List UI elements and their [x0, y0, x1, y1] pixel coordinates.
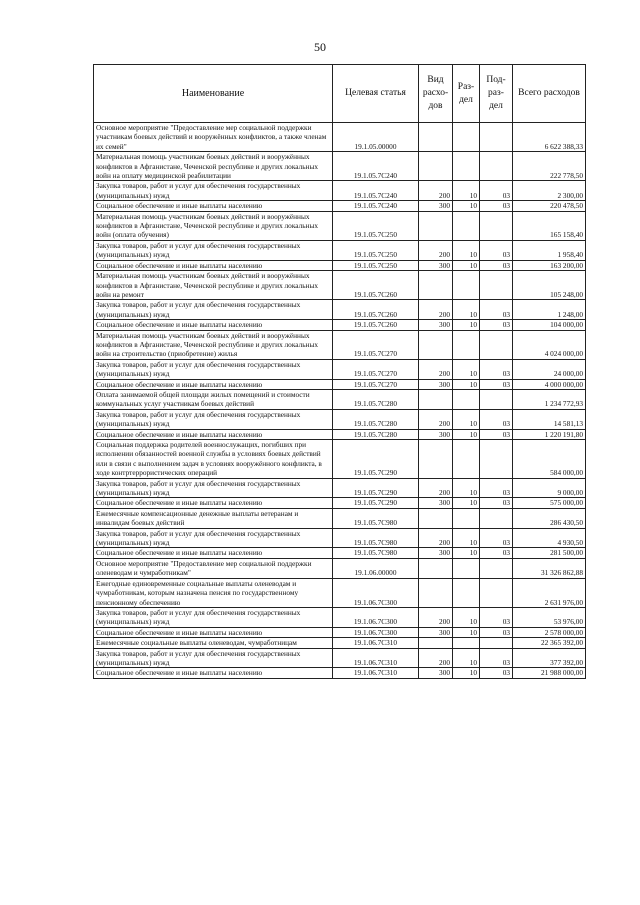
row-podrazdel: [480, 578, 513, 607]
row-podrazdel: 03: [480, 548, 513, 558]
row-article: 19.1.06.7С300: [333, 627, 419, 637]
table-row: [94, 260, 586, 270]
row-name: Социальное обеспечение и иные выплаты населению: [94, 627, 333, 637]
row-podrazdel: [480, 389, 513, 409]
row-article: 19.1.05.7С240: [333, 201, 419, 211]
row-article: 19.1.05.7С280: [333, 429, 419, 439]
row-vid: [419, 508, 453, 528]
row-razdel: 10: [453, 548, 480, 558]
row-name: Основное мероприятие "Предоставление мер социальной поддержки участникам боевых действий и вооружённых конфликтов, а также членам их семей": [94, 123, 333, 152]
row-amount: 1 248,00: [513, 300, 586, 320]
header-total: Всего расходов: [513, 65, 586, 123]
row-article: 19.1.05.7С280: [333, 409, 419, 429]
row-razdel: [453, 152, 480, 181]
row-vid: [419, 558, 453, 578]
table-row: [94, 508, 586, 528]
row-razdel: 10: [453, 409, 480, 429]
row-vid: [419, 578, 453, 607]
table-row: [94, 389, 586, 409]
row-vid: 200: [419, 409, 453, 429]
row-razdel: 10: [453, 181, 480, 201]
row-vid: 200: [419, 181, 453, 201]
row-amount: 4 024 000,00: [513, 330, 586, 359]
table-row: [94, 648, 586, 668]
row-amount: 286 430,50: [513, 508, 586, 528]
row-razdel: 10: [453, 498, 480, 508]
table-row: [94, 300, 586, 320]
row-name: Закупка товаров, работ и услуг для обеспечения государственных (муниципальных) нужд: [94, 528, 333, 548]
row-amount: 222 778,50: [513, 152, 586, 181]
row-razdel: 10: [453, 320, 480, 330]
row-podrazdel: 03: [480, 648, 513, 668]
row-razdel: [453, 638, 480, 648]
row-article: 19.1.05.7С270: [333, 330, 419, 359]
row-podrazdel: [480, 330, 513, 359]
row-podrazdel: [480, 508, 513, 528]
row-vid: [419, 211, 453, 240]
row-amount: 14 581,13: [513, 409, 586, 429]
row-razdel: 10: [453, 379, 480, 389]
row-podrazdel: 03: [480, 429, 513, 439]
table-header-row: [94, 65, 586, 123]
row-name: Социальное обеспечение и иные выплаты населению: [94, 548, 333, 558]
row-article: 19.1.05.00000: [333, 123, 419, 152]
row-podrazdel: 03: [480, 300, 513, 320]
row-podrazdel: 03: [480, 668, 513, 678]
row-article: 19.1.05.7С260: [333, 300, 419, 320]
header-name: Наименование: [94, 65, 333, 123]
table-row: [94, 528, 586, 548]
row-vid: 200: [419, 528, 453, 548]
row-amount: 584 000,00: [513, 440, 586, 479]
row-article: 19.1.05.7С240: [333, 152, 419, 181]
row-article: 19.1.05.7С260: [333, 271, 419, 300]
row-razdel: [453, 389, 480, 409]
row-name: Закупка товаров, работ и услуг для обеспечения государственных (муниципальных) нужд: [94, 648, 333, 668]
row-article: 19.1.06.7С310: [333, 648, 419, 668]
row-vid: 300: [419, 627, 453, 637]
table-row: [94, 638, 586, 648]
row-article: 19.1.05.7С250: [333, 260, 419, 270]
row-name: Материальная помощь участникам боевых действий и вооружённых конфликтов в Афганистане, Чеченской республике и других локальных войн (оплата обучения): [94, 211, 333, 240]
row-name: Закупка товаров, работ и услуг для обеспечения государственных (муниципальных) нужд: [94, 181, 333, 201]
row-article: 19.1.05.7С260: [333, 320, 419, 330]
row-name: Материальная помощь участникам боевых действий и вооружённых конфликтов в Афганистане, Чеченской республике и других локальных войн на ремонт: [94, 271, 333, 300]
table-row: [94, 440, 586, 479]
row-podrazdel: 03: [480, 320, 513, 330]
row-name: Закупка товаров, работ и услуг для обеспечения государственных (муниципальных) нужд: [94, 409, 333, 429]
row-vid: 300: [419, 498, 453, 508]
row-podrazdel: [480, 271, 513, 300]
row-razdel: 10: [453, 648, 480, 668]
row-amount: 31 326 862,88: [513, 558, 586, 578]
row-amount: 9 000,00: [513, 478, 586, 498]
row-name: Социальное обеспечение и иные выплаты населению: [94, 260, 333, 270]
row-vid: 200: [419, 648, 453, 668]
row-vid: 200: [419, 240, 453, 260]
row-vid: 300: [419, 379, 453, 389]
row-amount: 2 578 000,00: [513, 627, 586, 637]
header-vid: Вид расхо-дов: [419, 65, 453, 123]
row-podrazdel: 03: [480, 607, 513, 627]
row-vid: 200: [419, 607, 453, 627]
row-vid: 300: [419, 548, 453, 558]
header-article: Целевая статья: [333, 65, 419, 123]
row-amount: 220 478,50: [513, 201, 586, 211]
table-row: [94, 627, 586, 637]
row-podrazdel: 03: [480, 379, 513, 389]
row-razdel: 10: [453, 668, 480, 678]
row-razdel: [453, 330, 480, 359]
row-article: 19.1.05.7С270: [333, 359, 419, 379]
row-razdel: 10: [453, 478, 480, 498]
row-vid: 200: [419, 300, 453, 320]
row-name: Ежемесячные компенсационные денежные выплаты ветеранам и инвалидам боевых действий: [94, 508, 333, 528]
row-razdel: 10: [453, 201, 480, 211]
row-name: Закупка товаров, работ и услуг для обеспечения государственных (муниципальных) нужд: [94, 300, 333, 320]
row-amount: 575 000,00: [513, 498, 586, 508]
row-amount: 22 365 392,00: [513, 638, 586, 648]
row-amount: 4 930,50: [513, 528, 586, 548]
row-name: Социальная поддержка родителей военнослужащих, погибших при исполнении обязанностей военной службы в условиях боевых действий или в связи с выполнением задач в условиях вооружённого конфликта, в ходе контртеррористических операций: [94, 440, 333, 479]
row-razdel: 10: [453, 240, 480, 260]
table-row: [94, 123, 586, 152]
row-article: 19.1.05.7С980: [333, 508, 419, 528]
row-podrazdel: 03: [480, 478, 513, 498]
table-row: [94, 152, 586, 181]
row-amount: 1 958,40: [513, 240, 586, 260]
table-row: [94, 478, 586, 498]
row-name: Закупка товаров, работ и услуг для обеспечения государственных (муниципальных) нужд: [94, 607, 333, 627]
row-amount: 21 988 000,00: [513, 668, 586, 678]
row-amount: 105 248,00: [513, 271, 586, 300]
row-podrazdel: [480, 558, 513, 578]
row-vid: 200: [419, 478, 453, 498]
row-amount: 53 976,00: [513, 607, 586, 627]
row-podrazdel: 03: [480, 181, 513, 201]
row-name: Закупка товаров, работ и услуг для обеспечения государственных (муниципальных) нужд: [94, 359, 333, 379]
row-podrazdel: 03: [480, 528, 513, 548]
row-article: 19.1.05.7С290: [333, 440, 419, 479]
row-podrazdel: 03: [480, 359, 513, 379]
row-amount: 377 392,00: [513, 648, 586, 668]
row-name: Ежемесячные социальные выплаты оленеводам, чумработницам: [94, 638, 333, 648]
row-razdel: 10: [453, 359, 480, 379]
row-razdel: [453, 211, 480, 240]
row-article: 19.1.05.7С280: [333, 389, 419, 409]
row-podrazdel: [480, 152, 513, 181]
row-podrazdel: [480, 123, 513, 152]
row-article: 19.1.06.00000: [333, 558, 419, 578]
budget-table: [93, 64, 586, 679]
row-podrazdel: 03: [480, 260, 513, 270]
row-amount: 165 158,40: [513, 211, 586, 240]
table-row: [94, 558, 586, 578]
row-razdel: 10: [453, 300, 480, 320]
table-row: [94, 548, 586, 558]
row-name: Ежегодные единовременные социальные выплаты оленеводам и чумработникам, которым назначена пенсия по государственному пенсионному обеспечению: [94, 578, 333, 607]
table-row: [94, 181, 586, 201]
row-article: 19.1.05.7С980: [333, 548, 419, 558]
row-article: 19.1.06.7С310: [333, 638, 419, 648]
row-vid: 300: [419, 201, 453, 211]
row-name: Социальное обеспечение и иные выплаты населению: [94, 498, 333, 508]
table-row: [94, 668, 586, 678]
row-amount: 163 200,00: [513, 260, 586, 270]
row-article: 19.1.05.7С290: [333, 478, 419, 498]
row-vid: [419, 638, 453, 648]
row-amount: 104 000,00: [513, 320, 586, 330]
table-row: [94, 320, 586, 330]
table-row: [94, 359, 586, 379]
table-row: [94, 240, 586, 260]
row-name: Основное мероприятие "Предоставление мер социальной поддержки оленеводам и чумработникам": [94, 558, 333, 578]
row-name: Социальное обеспечение и иные выплаты населению: [94, 429, 333, 439]
row-amount: 6 622 388,33: [513, 123, 586, 152]
row-razdel: [453, 271, 480, 300]
row-article: 19.1.05.7С250: [333, 240, 419, 260]
table-row: [94, 429, 586, 439]
row-vid: [419, 440, 453, 479]
row-podrazdel: [480, 440, 513, 479]
row-name: Закупка товаров, работ и услуг для обеспечения государственных (муниципальных) нужд: [94, 240, 333, 260]
table-body: [94, 123, 586, 679]
row-amount: 24 000,00: [513, 359, 586, 379]
row-razdel: [453, 508, 480, 528]
row-podrazdel: 03: [480, 409, 513, 429]
row-amount: 4 000 000,00: [513, 379, 586, 389]
row-vid: [419, 271, 453, 300]
row-name: Оплата занимаемой общей площади жилых помещений и стоимости коммунальных услуг участникам боевых действий: [94, 389, 333, 409]
row-vid: 200: [419, 359, 453, 379]
table-row: [94, 578, 586, 607]
row-podrazdel: 03: [480, 498, 513, 508]
row-article: 19.1.06.7С300: [333, 578, 419, 607]
row-article: 19.1.05.7С240: [333, 181, 419, 201]
row-article: 19.1.05.7С980: [333, 528, 419, 548]
row-podrazdel: [480, 211, 513, 240]
row-vid: 300: [419, 260, 453, 270]
row-amount: 281 500,00: [513, 548, 586, 558]
row-article: 19.1.05.7С250: [333, 211, 419, 240]
table-row: [94, 211, 586, 240]
row-article: 19.1.06.7С300: [333, 607, 419, 627]
row-article: 19.1.05.7С290: [333, 498, 419, 508]
table-row: [94, 498, 586, 508]
row-vid: [419, 123, 453, 152]
row-razdel: 10: [453, 607, 480, 627]
row-name: Материальная помощь участникам боевых действий и вооружённых конфликтов в Афганистане, Чеченской республике и других локальных войн на строительство (приобретение) жилья: [94, 330, 333, 359]
row-name: Социальное обеспечение и иные выплаты населению: [94, 668, 333, 678]
row-amount: 1 220 191,80: [513, 429, 586, 439]
row-podrazdel: 03: [480, 240, 513, 260]
row-name: Закупка товаров, работ и услуг для обеспечения государственных (муниципальных) нужд: [94, 478, 333, 498]
row-vid: [419, 389, 453, 409]
row-vid: 300: [419, 429, 453, 439]
row-article: 19.1.05.7С270: [333, 379, 419, 389]
row-article: 19.1.06.7С310: [333, 668, 419, 678]
row-vid: [419, 152, 453, 181]
row-name: Социальное обеспечение и иные выплаты населению: [94, 379, 333, 389]
header-razdel: Раз-дел: [453, 65, 480, 123]
row-razdel: [453, 558, 480, 578]
header-podrazdel: Под-раз-дел: [480, 65, 513, 123]
page-number: 50: [314, 40, 326, 54]
row-amount: 2 300,00: [513, 181, 586, 201]
table-row: [94, 271, 586, 300]
row-razdel: [453, 578, 480, 607]
table-row: [94, 201, 586, 211]
row-podrazdel: [480, 638, 513, 648]
row-razdel: 10: [453, 528, 480, 548]
row-vid: 300: [419, 668, 453, 678]
row-amount: 1 234 772,93: [513, 389, 586, 409]
row-podrazdel: 03: [480, 627, 513, 637]
row-name: Социальное обеспечение и иные выплаты населению: [94, 201, 333, 211]
table-row: [94, 607, 586, 627]
row-name: Материальная помощь участникам боевых действий и вооружённых конфликтов в Афганистане, Чеченской республике и других локальных войн на оплату медицинской реабилитации: [94, 152, 333, 181]
row-razdel: 10: [453, 429, 480, 439]
row-razdel: [453, 123, 480, 152]
row-vid: [419, 330, 453, 359]
row-name: Социальное обеспечение и иные выплаты населению: [94, 320, 333, 330]
row-razdel: [453, 440, 480, 479]
row-vid: 300: [419, 320, 453, 330]
table-row: [94, 409, 586, 429]
row-amount: 2 631 976,00: [513, 578, 586, 607]
row-podrazdel: 03: [480, 201, 513, 211]
row-razdel: 10: [453, 627, 480, 637]
row-razdel: 10: [453, 260, 480, 270]
table-row: [94, 379, 586, 389]
table-row: [94, 330, 586, 359]
